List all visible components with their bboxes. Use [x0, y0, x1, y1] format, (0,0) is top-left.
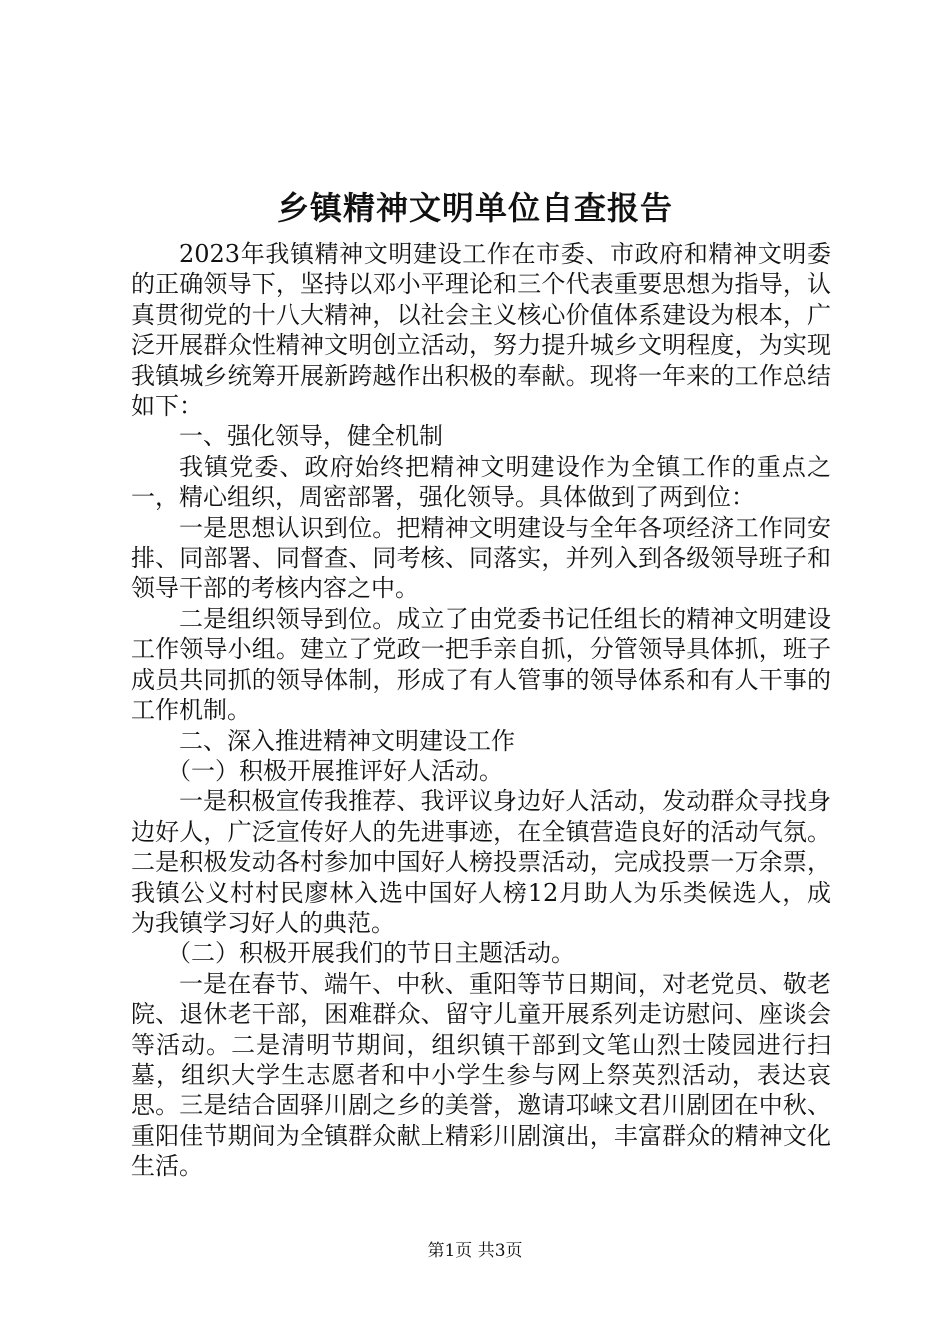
- body-paragraph: 一是在春节、端午、中秋、重阳等节日期间，对老党员、敬老院、退休老干部，困难群众、留守儿童开展系列走访慰问、座谈会等活动。二是清明节期间，组织镇干部到文笔山烈士陵园进行扫墓，组织大学生志愿者和中小学生参与网上祭英烈活动，表达哀思。三是结合固驿川剧之乡的美誉，邀请邛崃文君川剧团在中秋、重阳佳节期间为全镇群众献上精彩川剧演出，丰富群众的精神文化生活。: [131, 969, 831, 1181]
- intro-paragraph: 2023年我镇精神文明建设工作在市委、市政府和精神文明委的正确领导下，坚持以邓小平理论和三个代表重要思想为指导，认真贯彻党的十八大精神，以社会主义核心价值体系建设为根本，广泛开展群众性精神文明创立活动，努力提升城乡文明程度，为实现我镇城乡统筹开展新跨越作出积极的奉献。现将一年来的工作总结如下：: [131, 240, 831, 421]
- body-paragraph: 我镇党委、政府始终把精神文明建设作为全镇工作的重点之一，精心组织，周密部署，强化领导。具体做到了两到位：: [131, 452, 831, 512]
- body-paragraph: 一是思想认识到位。把精神文明建设与全年各项经济工作同安排、同部署、同督查、同考核、同落实，并列入到各级领导班子和领导干部的考核内容之中。: [131, 513, 831, 603]
- document-title: 乡镇精神文明单位自查报告: [276, 189, 673, 227]
- page-number-footer: 第1页 共3页: [427, 1241, 523, 1261]
- subsection-heading-1: （一）积极开展推评好人活动。: [167, 756, 503, 785]
- body-paragraph: 二是组织领导到位。成立了由党委书记任组长的精神文明建设工作领导小组。建立了党政一把手亲自抓，分管领导具体抓，班子成员共同抓的领导体制，形成了有人管事的领导体系和有人干事的工作机制。: [131, 604, 831, 725]
- section-heading-2: 二、深入推进精神文明建设工作: [179, 726, 515, 755]
- body-paragraph: 一是积极宣传我推荐、我评议身边好人活动，发动群众寻找身边好人，广泛宣传好人的先进事迹，在全镇营造良好的活动气氛。二是积极发动各村参加中国好人榜投票活动，完成投票一万余票，我镇公义村村民廖林入选中国好人榜12月助人为乐类候选人，成为我镇学习好人的典范。: [131, 787, 831, 937]
- subsection-heading-2: （二）积极开展我们的节日主题活动。: [167, 939, 575, 968]
- section-heading-1: 一、强化领导，健全机制: [179, 422, 443, 451]
- document-body: [131, 239, 831, 1182]
